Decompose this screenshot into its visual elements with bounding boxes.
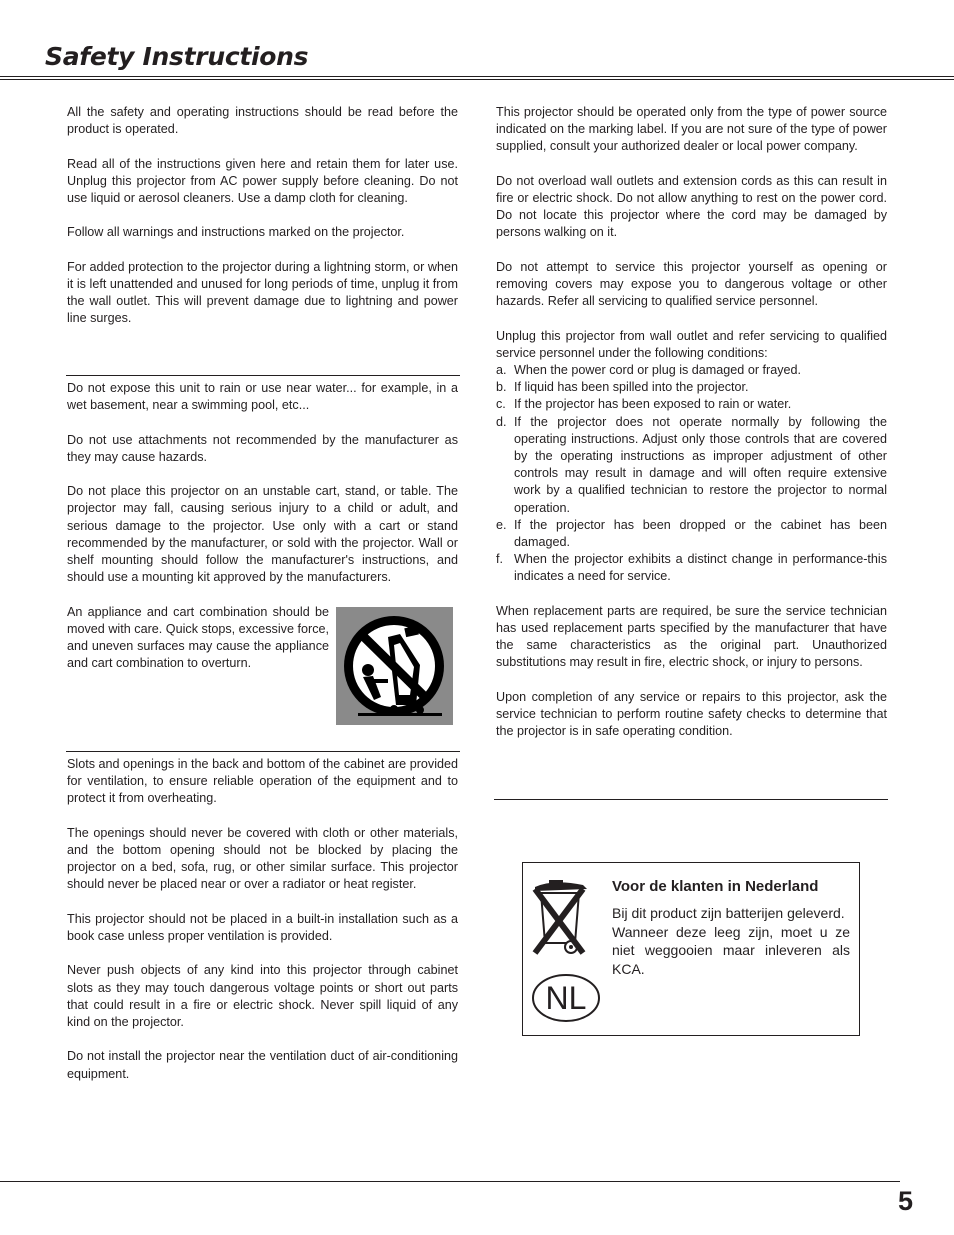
- cart-warning-paragraph: An appliance and cart combination should be moved with care. Quick stops, excessive force, and uneven surfaces may cause the appliance and cart combination to overturn.: [67, 604, 329, 671]
- list-item-text: When the power cord or plug is damaged or frayed.: [514, 363, 802, 377]
- list-item-text: When the projector exhibits a distinct change in performance-this indicates a need for service.: [514, 552, 887, 584]
- list-item-text: If the projector does not operate normally by following the operating instructions. Adjust only those controls that are covered by the operating instructions as improper adjustment of other controls may result in damage and will often require extensive work by a qualified technician to restore the projector to normal operation.: [514, 414, 887, 515]
- nl-badge-label: NL: [545, 980, 587, 1016]
- paragraph: All the safety and operating instructions should be read before the product is operated.: [67, 105, 458, 137]
- cart-warning-figure: [336, 607, 453, 725]
- nl-heading: Voor de klanten in Nederland: [612, 878, 819, 895]
- crossed-out-wheelie-bin-icon: [531, 877, 589, 959]
- section-divider: [66, 375, 460, 376]
- paragraph: Never push objects of any kind into this projector through cabinet slots as they may touch dangerous voltage points or short out parts that could result in a fire or electric shock. Never spill liquid of any kind on the projector.: [67, 963, 458, 1029]
- paragraph: Do not place this projector on an unstable cart, stand, or table. The projector may fall, causing serious injury to a child or adult, and serious damage to the projector. Use only with a cart or stand recommended by the manufacturer, or sold with the projector. Wall or shelf mounting should follow the manufacturer's instructions, and should use a mounting kit approved by the manufacturers.: [67, 484, 458, 585]
- cart-tip-over-warning-icon: [336, 607, 453, 725]
- paragraph: Do not attempt to service this projector yourself as opening or removing covers may expose you to dangerous voltage or other hazards. Refer all servicing to qualified service personnel.: [496, 259, 887, 309]
- paragraph: Follow all warnings and instructions marked on the projector.: [67, 225, 405, 240]
- list-marker: d.: [496, 414, 507, 429]
- paragraph: This projector should not be placed in a built-in installation such as a book case unless proper ventilation is provided.: [67, 911, 458, 943]
- title-rule-top: [0, 76, 954, 77]
- paragraph: Upon completion of any service or repairs to this projector, ask the service technician to perform routine safety checks to determine that the projector is in safe operating condition.: [496, 689, 887, 739]
- list-item: [496, 414, 887, 517]
- right-section-power-and-service: [496, 104, 887, 758]
- paragraph: Do not use attachments not recommended by the manufacturer as they may cause hazards.: [67, 432, 458, 464]
- title-rule-bottom: [0, 79, 954, 80]
- paragraph: Do not install the projector near the ventilation duct of air-conditioning equipment.: [67, 1049, 458, 1081]
- nl-line: Wanneer deze leeg zijn, moet u ze niet weggooien maar inleveren als KCA.: [612, 923, 850, 977]
- paragraph: For added protection to the projector during a lightning storm, or when it is left unattended and unused for long periods of time, unplug it from the wall outlet. This will prevent damage due to lightning and power line surges.: [67, 259, 458, 326]
- page-title: Safety Instructions: [45, 42, 309, 71]
- paragraph: Do not overload wall outlets and extension cords as this can result in fire or electric shock. Do not allow anything to rest on the power cord. Do not locate this projector where the cord may be damaged by persons walking on it.: [496, 173, 887, 240]
- list-marker: a.: [496, 363, 507, 377]
- section-divider: [66, 751, 460, 752]
- list-item-text: If liquid has been spilled into the projector.: [514, 380, 749, 395]
- left-section-general: [67, 104, 458, 345]
- nl-body: [612, 904, 850, 978]
- list-item-text: If the projector has been exposed to rain or water.: [514, 397, 792, 412]
- paragraph: Slots and openings in the back and bottom of the cabinet are provided for ventilation, to ensure reliable operation of the equipment and to protect it from overheating.: [67, 757, 458, 806]
- paragraph: The openings should never be covered with cloth or other materials, and the bottom opening should not be blocked by placing the projector on a bed, sofa, rug, or other similar surface. This projector should never be placed near or over a radiator or heat register.: [67, 825, 458, 892]
- paragraph: Read all of the instructions given here and retain them for later use. Unplug this projector from AC power supply before cleaning. Do not use liquid or aerosol cleaners. Use a damp cloth for cleaning.: [67, 156, 458, 205]
- list-item: [496, 551, 887, 585]
- paragraph: When replacement parts are required, be sure the service technician has used replacement parts specified by the manufacturer that have the same characteristics as the original part. Unauthorized substitutions may result in fire, electric shock, or injury to persons.: [496, 603, 887, 670]
- nl-battery-notice: [522, 862, 860, 1036]
- paragraph: Unplug this projector from wall outlet and refer servicing to qualified service personnel under the following conditions:: [496, 328, 887, 360]
- nl-badge: [531, 973, 601, 1023]
- paragraph: Do not expose this unit to rain or use near water... for example, in a wet basement, near a swimming pool, etc...: [67, 381, 458, 413]
- list-item: [496, 396, 887, 413]
- service-conditions-list: [496, 362, 887, 586]
- list-item: [496, 517, 887, 551]
- list-item-text: If the projector has been dropped or the cabinet has been damaged.: [514, 517, 887, 550]
- list-item: [496, 362, 887, 379]
- footer-rule: [0, 1181, 900, 1182]
- list-marker: f.: [496, 552, 503, 567]
- list-marker: b.: [496, 380, 507, 395]
- page-number: 5: [898, 1186, 914, 1216]
- list-marker: e.: [496, 517, 507, 532]
- paragraph: This projector should be operated only from the type of power source indicated on the marking label. If you are not sure of the type of power supplied, consult your authorized dealer or local power company.: [496, 105, 887, 154]
- list-marker: c.: [496, 397, 506, 412]
- left-section-ventilation: [67, 756, 458, 1100]
- nl-line: Bij dit product zijn batterijen geleverd.: [612, 905, 845, 921]
- list-item: [496, 379, 887, 396]
- section-divider: [494, 799, 888, 800]
